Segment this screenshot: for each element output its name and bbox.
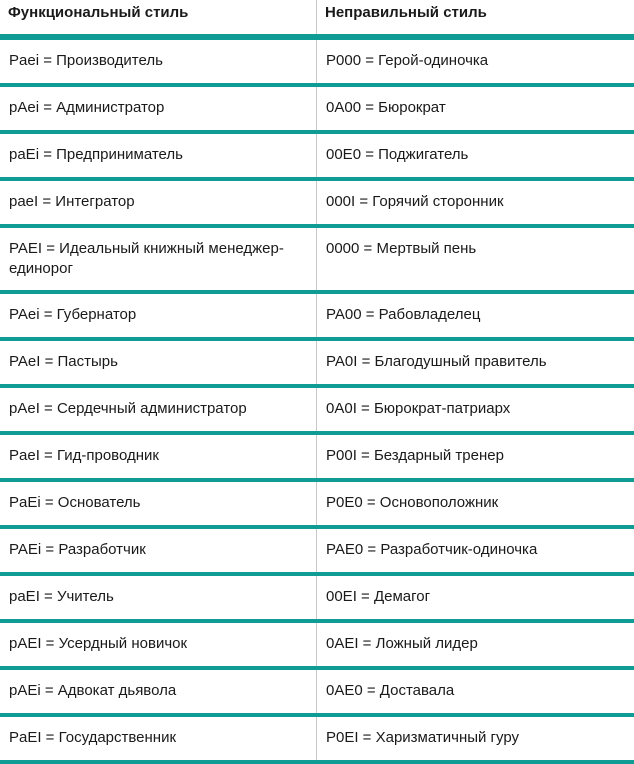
table-row [0, 294, 634, 341]
functional-style-cell: PAeI = Пастырь [0, 341, 317, 384]
functional-style-cell: PaeI = Гид-проводник [0, 435, 317, 478]
functional-style-cell: PAei = Губернатор [0, 294, 317, 337]
wrong-style-cell: PA00 = Рабовладелец [326, 306, 481, 323]
functional-style-cell: paEI = Учитель [0, 576, 317, 619]
functional-style-cell: pAei = Администратор [0, 87, 317, 130]
functional-style-cell: paEi = Предприниматель [0, 134, 317, 177]
functional-style-cell: PAEi = Разработчик [0, 529, 317, 572]
wrong-style-cell: 0000 = Мертвый пень [326, 240, 477, 257]
table-row [0, 388, 634, 435]
wrong-style-cell: 0AE0 = Доставала [326, 682, 455, 699]
functional-style-cell: pAEI = Усердный новичок [0, 623, 317, 666]
table-row [0, 529, 634, 576]
wrong-style-cell: 000I = Горячий сторонник [326, 193, 504, 210]
wrong-style-cell: P000 = Герой-одиночка [326, 52, 489, 69]
functional-style-cell: paeI = Интегратор [0, 181, 317, 224]
table-row [0, 717, 634, 764]
wrong-style-cell: P00I = Бездарный тренер [326, 447, 504, 464]
table-row [0, 40, 634, 87]
wrong-style-cell: 00E0 = Поджигатель [326, 146, 469, 163]
functional-style-cell: pAEi = Адвокат дьявола [0, 670, 317, 713]
table-row [0, 576, 634, 623]
wrong-style-cell: PAE0 = Разработчик-одиночка [326, 541, 538, 558]
functional-style-cell: Paei = Производитель [0, 40, 317, 83]
wrong-style-cell: PA0I = Благодушный правитель [326, 353, 547, 370]
table-row [0, 435, 634, 482]
wrong-style-cell: 0A0I = Бюрократ-патриарх [326, 400, 511, 417]
header-wrong-style: Неправильный стиль [325, 4, 487, 21]
table-row [0, 181, 634, 228]
table-row [0, 228, 634, 294]
header-functional-style: Функциональный стиль [0, 0, 317, 34]
table-row [0, 341, 634, 388]
functional-style-cell: pAeI = Сердечный администратор [0, 388, 317, 431]
table-row [0, 623, 634, 670]
wrong-style-cell: P0EI = Харизматичный гуру [326, 729, 520, 746]
functional-style-cell: PaEI = Государственник [0, 717, 317, 760]
wrong-style-cell: 00EI = Демагог [326, 588, 431, 605]
table-header [0, 0, 634, 40]
wrong-style-cell: 0A00 = Бюрократ [326, 99, 446, 116]
wrong-style-cell: 0AEI = Ложный лидер [326, 635, 478, 652]
functional-style-cell: PAEI = Идеальный книжный менеджер-единорог [0, 228, 317, 290]
table-row [0, 134, 634, 181]
table-row [0, 482, 634, 529]
functional-style-cell: PaEi = Основатель [0, 482, 317, 525]
table-row [0, 87, 634, 134]
table-row [0, 670, 634, 717]
wrong-style-cell: P0E0 = Основоположник [326, 494, 499, 511]
